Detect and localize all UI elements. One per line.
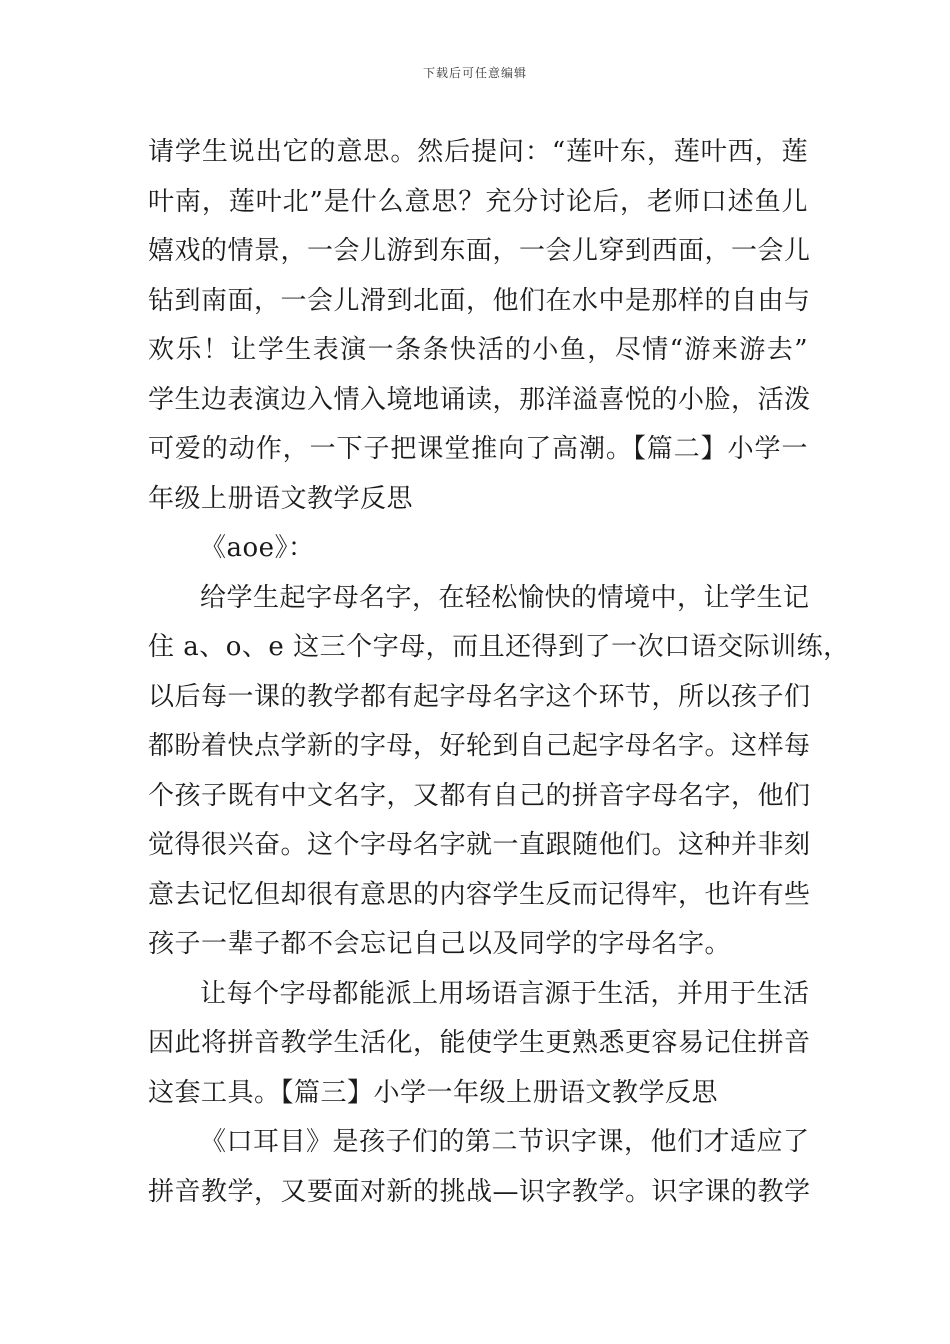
text-line: 这套工具。【篇三】小学一年级上册语文教学反思	[148, 1077, 719, 1108]
text-line: 让每个字母都能派上用场语言源于生活，并用于生活	[200, 978, 810, 1009]
text-line: 嬉戏的情景，一会儿游到东面，一会儿穿到西面，一会儿	[148, 236, 811, 266]
text-line: 年级上册语文教学反思	[148, 483, 414, 514]
text-line: 都盼着快点学新的字母，好轮到自己起字母名字。这样每	[148, 731, 811, 761]
text-line: 个孩子既有中文名字，又都有自己的拼音字母名字，他们	[148, 780, 811, 811]
lesson-title: 《aoe》：	[200, 533, 315, 563]
text-line: 拼音教学，又要面对新的挑战—识字教学。识字课的教学	[148, 1176, 811, 1207]
page-header: 下载后可任意编辑	[422, 66, 527, 80]
text-line: 孩子一辈子都不会忘记自己以及同学的字母名字。	[148, 929, 732, 959]
text-line: 请学生说出它的意思。然后提问：“莲叶东，莲叶西，莲	[148, 137, 808, 167]
text-line: 可爱的动作，一下子把课堂推向了高潮。【篇二】小学一	[148, 434, 808, 464]
text-line: 《口耳目》是孩子们的第二节识字课，他们才适应了	[200, 1127, 810, 1157]
text-line: 以后每一课的教学都有起字母名字这个环节，所以孩子们	[148, 681, 811, 712]
text-line: 因此将拼音教学生活化，能使学生更熟悉更容易记住拼音	[148, 1028, 811, 1058]
text-line: 叶南，莲叶北”是什么意思？充分讨论后，老师口述鱼儿	[148, 186, 808, 217]
text-line: 钻到南面，一会儿滑到北面，他们在水中是那样的自由与	[148, 285, 811, 316]
text-line: 住 a、o、e 这三个字母，而且还得到了一次口语交际训练，	[148, 632, 850, 662]
document-body	[148, 128, 850, 1217]
text-line: 学生边表演边入情入境地诵读，那洋溢喜悦的小脸，活泼	[148, 384, 811, 415]
text-line: 觉得很兴奋。这个字母名字就一直跟随他们。这种并非刻	[148, 830, 811, 860]
text-line: 意去记忆但却很有意思的内容学生反而记得牢，也许有些	[148, 879, 811, 910]
text-line: 欢乐！让学生表演一条条快活的小鱼，尽情“游来游去”	[148, 335, 808, 365]
text-line: 给学生起字母名字，在轻松愉快的情境中，让学生记	[200, 582, 810, 613]
